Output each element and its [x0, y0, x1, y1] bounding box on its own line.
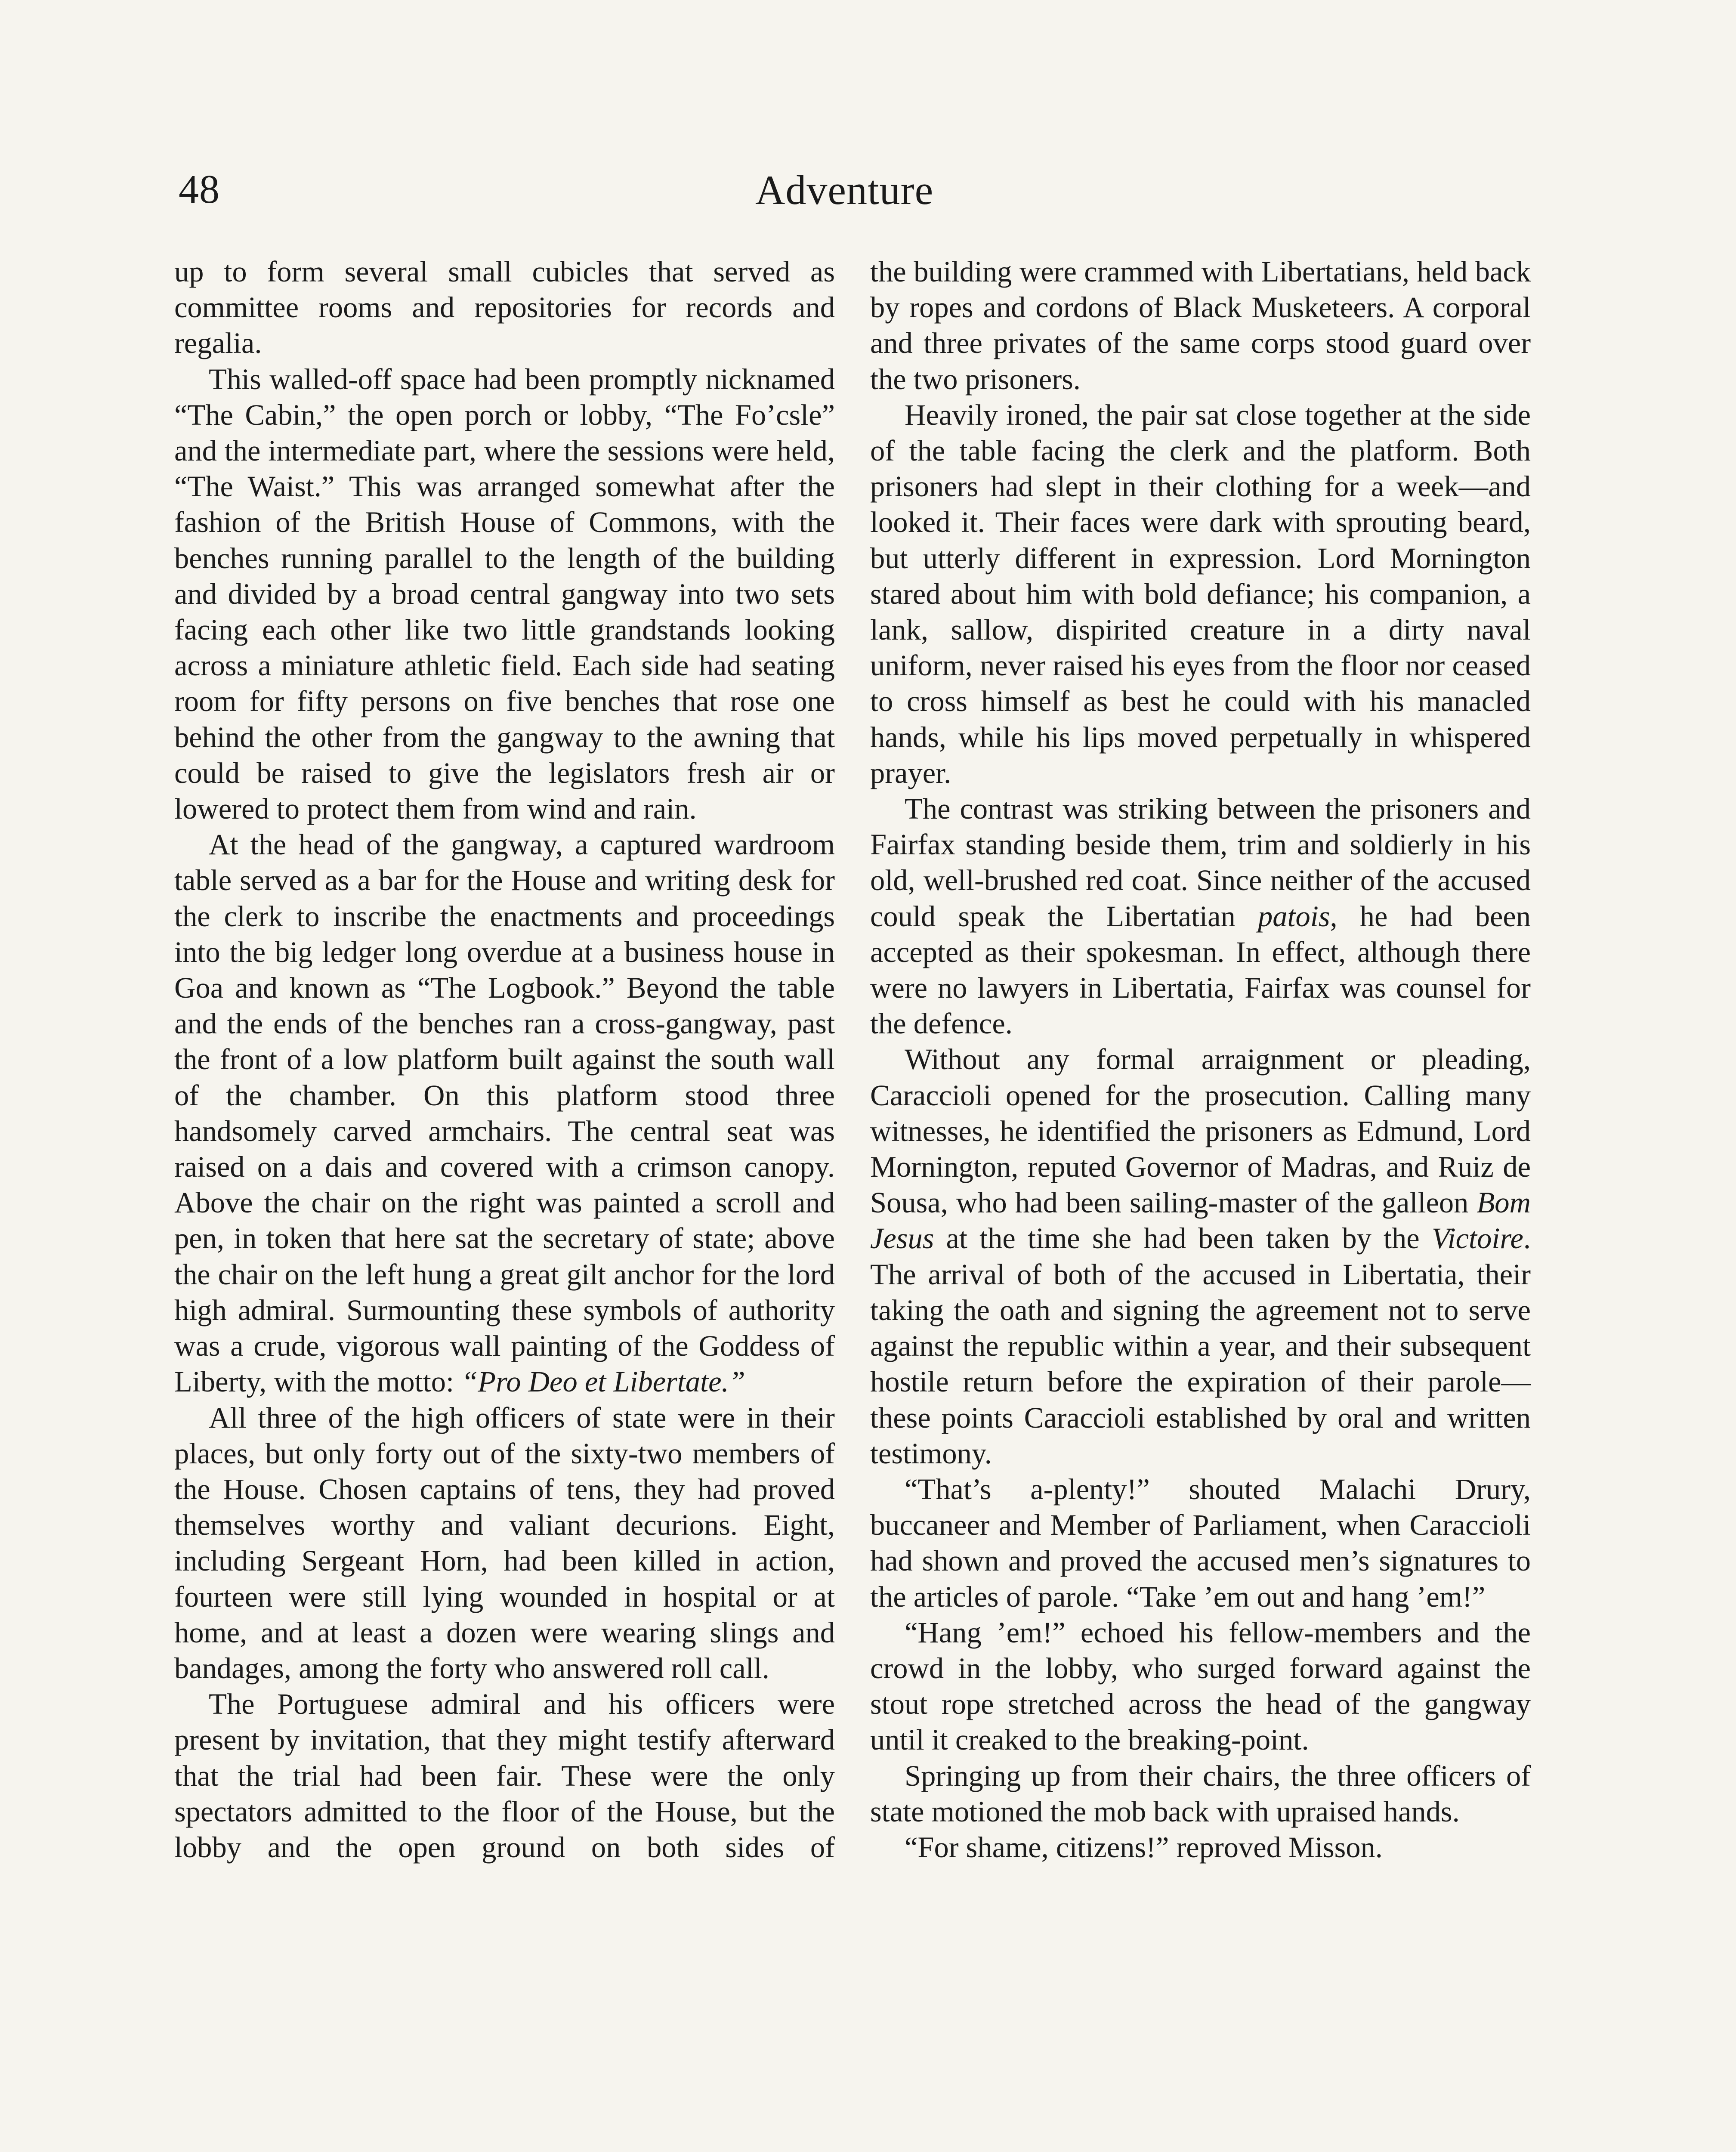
paragraph: “Hang ’em!” echoed his fellow-members and the crowd in the lobby, who surged forward against the stout rope stretched across the head of the gangway until it creaked to the breaking-point. [870, 1616, 1531, 1756]
paragraph-text: at the time she had been taken by the [946, 1222, 1420, 1255]
ship-name: Victoire [1431, 1222, 1523, 1255]
page-number: 48 [179, 167, 220, 212]
paragraph: Springing up from their chairs, the three officers of state motioned the mob back with upraised hands. [870, 1759, 1531, 1828]
page-header [179, 166, 1530, 222]
paragraph [870, 1042, 1531, 1471]
paragraph: up to form several small cubicles that served as committee rooms and repositories for records and regalia. [174, 255, 835, 360]
paragraph: Heavily ironed, the pair sat close together at the side of the table facing the clerk and the platform. Both prisoners had slept in their clothing for a week—and looked it. Their faces were dark with sprouting beard, but utterly different in expression. Lord Mornington stared about him with bold defiance; his companion, a lank, sallow, dispirited creature in a dirty naval uniform, never raised his eyes from the floor nor ceased to cross himself as best he could with his manacled hands, while his lips moved perpetually in whispered prayer. [870, 398, 1531, 789]
paragraph-text: . The arrival of both of the accused in Libertatia, their taking the oath and signing the agreement not to serve against the republic within a year, and their subsequent hostile return before the expiration of their parole—these points Caraccioli established by oral and written testimony. [870, 1222, 1531, 1470]
paragraph: the building were crammed with Libertatians, held back by ropes and cordons of Black Musketeers. A corporal and three privates of the same corps stood guard over the two prisoners. [870, 255, 1531, 396]
paragraph-text: The contrast was striking between the prisoners and Fairfax standing beside them, trim and soldierly in his old, well-brushed red coat. Since neither of the accused could speak the Libertatian [870, 792, 1531, 933]
ship-name: Bom Jesus [870, 1186, 1531, 1255]
left-column [174, 254, 835, 1865]
paragraph: This walled-off space had been promptly nicknamed “The Cabin,” the open porch or lobby, “The Fo’csle” and the intermediate part, where the sessions were held, “The Waist.” This was arranged somewhat after the fashion of the British House of Commons, with the benches running parallel to the length of the building and divided by a broad central gangway into two sets facing each other like two little grandstands looking across a miniature athletic field. Each side had seating room for fifty persons on five benches that rose one behind the other from the gangway to the awning that could be raised to give the legislators fresh air or lowered to protect them from wind and rain. [174, 362, 835, 826]
paragraph: “For shame, citizens!” reproved Misson. [905, 1830, 1383, 1864]
motto-text: “Pro Deo et Libertate.” [461, 1365, 745, 1398]
paragraph: All three of the high officers of state were in their places, but only forty out of the sixty-two members of the House. Chosen captains of tens, they had proved themselves worthy and valiant decurions. Eight, including Sergeant Horn, had been killed in action, fourteen were still lying wounded in hospital or at home, and at least a dozen were wearing slings and bandages, among the forty who answered roll call. [174, 1401, 835, 1685]
paragraph [870, 791, 1531, 1042]
paragraph-text: Without any formal arraignment or pleading, Caraccioli opened for the prosecution. Calling many witnesses, he identified the prisoners as Edmund, Lord Mornington, reputed Governor of Madras, and Ruiz de Sousa, who had been sailing-master of the galleon [870, 1043, 1531, 1219]
right-column [870, 254, 1531, 1865]
paragraph: “That’s a-plenty!” shouted Malachi Drury, buccaneer and Member of Parliament, when Caraccioli had shown and proved the accused men’s signatures to the articles of parole. “Take ’em out and hang ’em!” [870, 1472, 1531, 1613]
paragraph [174, 827, 835, 1400]
italic-text: patois [1258, 900, 1330, 933]
paragraph: The Portuguese admiral and his officers were present by invitation, that they might testify afterward that the trial had been fair. These were the only spectators admitted to the floor of the House, but the lobby and the open ground on both sides of [174, 1688, 835, 1864]
paragraph-text: At the head of the gangway, a captured wardroom table served as a bar for the House and writing desk for the clerk to inscribe the enactments and proceedings into the big ledger long overdue at a business house in Goa and known as “The Logbook.” Beyond the table and the ends of the benches ran a cross-gangway, past the front of a low platform built against the south wall of the chamber. On this platform stood three handsomely carved armchairs. The central seat was raised on a dais and covered with a crimson canopy. Above the chair on the right was painted a scroll and pen, in token that here sat the secretary of state; above the chair on the left hung a great gilt anchor for the lord high admiral. Surmounting these symbols of authority was a crude, vigorous wall painting of the Goddess of Liberty, with the motto: [174, 828, 835, 1398]
paragraph-text: , he had been accepted as their spokesman. In effect, although there were no lawyers in Libertatia, Fairfax was counsel for the defence. [870, 900, 1531, 1040]
running-title: Adventure [755, 167, 934, 213]
